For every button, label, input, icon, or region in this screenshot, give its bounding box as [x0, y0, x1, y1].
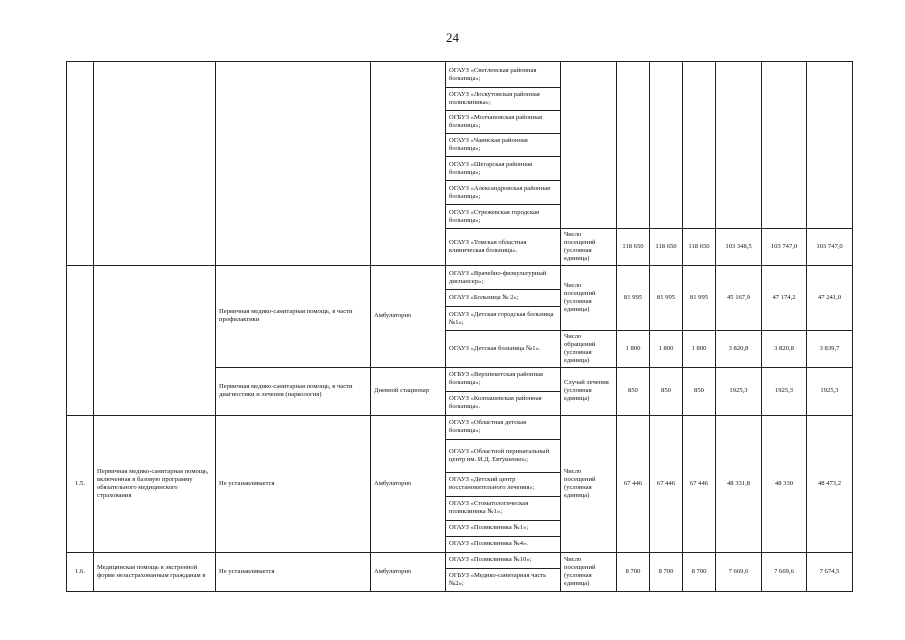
row-number-cell: 1.5.	[67, 415, 94, 552]
value-cell: 67 446	[617, 415, 650, 552]
value-cell: 7 669,6	[762, 552, 807, 591]
value-cell: 1 800	[650, 331, 683, 368]
value-cell: 45 167,9	[716, 266, 762, 331]
organization-cell: ОГАУЗ «Детская городская больница №1»;	[446, 307, 561, 331]
conditions-cell: Амбулаторно	[371, 415, 446, 552]
value-cell: 850	[617, 367, 650, 415]
value-cell: 118 650	[617, 229, 650, 266]
table-row	[67, 415, 853, 439]
organization-cell: ОГАУЗ «Стоматологическая поликлиника №1»;	[446, 496, 561, 520]
unit-cell: Число посещений (условная единица)	[561, 229, 617, 266]
value-cell: 103 747,0	[807, 229, 853, 266]
value-cell: 81 995	[683, 266, 716, 331]
service-name-cell	[94, 266, 216, 416]
table-row	[67, 62, 853, 88]
organization-cell: ОГАУЗ «Областной перинатальный центр им. И.Д. Евтушенко»;	[446, 439, 561, 472]
table-row	[67, 552, 853, 568]
value-cell: 1 800	[617, 331, 650, 368]
value-cell: 118 650	[650, 229, 683, 266]
unit-cell: Случай лечения (условная единица)	[561, 367, 617, 415]
unit-cell: Число посещений (условная единица)	[561, 415, 617, 552]
value-cell: 48 473,2	[807, 415, 853, 552]
value-cell: 1 800	[683, 331, 716, 368]
value-cell: 103 348,5	[716, 229, 762, 266]
service-type-cell: Первичная медико-санитарная помощь, в части диагностики и лечения (наркология)	[216, 367, 371, 415]
value-cell: 1925,3	[807, 367, 853, 415]
table-row	[67, 266, 853, 290]
value-cell: 3 839,7	[807, 331, 853, 368]
conditions-cell: Амбулаторно	[371, 266, 446, 368]
row-number-cell	[67, 266, 94, 416]
value-cell: 67 446	[650, 415, 683, 552]
value-cell: 67 446	[683, 415, 716, 552]
unit-cell	[561, 62, 617, 229]
unit-cell: Число посещений (условная единица)	[561, 552, 617, 591]
value-cell: 118 650	[683, 229, 716, 266]
value-cell: 7 674,5	[807, 552, 853, 591]
organization-cell: ОГБУЗ «Верхнекетская районная больница»;	[446, 367, 561, 391]
value-cell: 850	[683, 367, 716, 415]
organization-cell: ОГАУЗ «Чаинская районная больница»;	[446, 134, 561, 157]
organization-cell: ОГАУЗ «Поликлиника №10»;	[446, 552, 561, 568]
requirements-cell: Не устанавливается	[216, 552, 371, 591]
unit-cell: Число обращений (условная единица)	[561, 331, 617, 368]
organization-cell: ОГАУЗ «Детский центр восстановительного лечения»;	[446, 472, 561, 496]
organization-cell: ОГАУЗ «Томская областная клиническая больница».	[446, 229, 561, 266]
organization-cell: ОГАУЗ «Александровская районная больница»;	[446, 181, 561, 205]
conditions-cell	[371, 62, 446, 266]
organization-cell: ОГАУЗ «Больница № 2»;	[446, 290, 561, 307]
organization-cell: ОГАУЗ «Областная детская больница»;	[446, 415, 561, 439]
value-cell: 81 995	[650, 266, 683, 331]
organization-cell: ОГАУЗ «Лоскутовская районная поликлиника»;	[446, 88, 561, 111]
organization-cell: ОГАУЗ «Поликлиника №1»;	[446, 520, 561, 536]
service-name-cell: Медицинская помощь в экстренной форме незастрахованным гражданам в	[94, 552, 216, 591]
organization-cell: ОГАУЗ «Стрежевская городская больница»;	[446, 205, 561, 229]
service-type-cell: Первичная медико-санитарная помощь, в части профилактики	[216, 266, 371, 368]
value-cell: 3 820,8	[762, 331, 807, 368]
organization-cell: ОГАУЗ «Светленская районная больница»;	[446, 62, 561, 88]
conditions-cell: Амбулаторно	[371, 552, 446, 591]
value-cell: 850	[650, 367, 683, 415]
organization-cell: ОГАУЗ «Колпашевская районная больница».	[446, 391, 561, 415]
service-name-cell	[94, 62, 216, 266]
value-cell: 1925,3	[762, 367, 807, 415]
page-number: 24	[446, 30, 459, 45]
value-cell: 103 747,0	[762, 229, 807, 266]
value-cell: 8 700	[650, 552, 683, 591]
unit-cell: Число посещений (условная единица)	[561, 266, 617, 331]
value-cell: 1925,3	[716, 367, 762, 415]
services-table	[66, 61, 853, 592]
organization-cell: ОГАУЗ «Поликлиника №4».	[446, 536, 561, 552]
value-cell: 7 669,6	[716, 552, 762, 591]
requirements-cell: Не устанавливается	[216, 415, 371, 552]
organization-cell: ОГАУЗ «Детская больница №1».	[446, 331, 561, 368]
value-cell: 47 174,2	[762, 266, 807, 331]
value-cell: 47 241,0	[807, 266, 853, 331]
requirements-cell	[216, 62, 371, 266]
value-cell: 48 330	[762, 415, 807, 552]
value-cell: 8 700	[617, 552, 650, 591]
organization-cell: ОГАУЗ «Шегарская районная больница»;	[446, 157, 561, 181]
conditions-cell: Дневной стационар	[371, 367, 446, 415]
organization-cell: ОГБУЗ «Молчановская районная больница»;	[446, 111, 561, 134]
organization-cell: ОГБУЗ «Медико-санитарная часть №2»;	[446, 568, 561, 591]
value-cell: 81 995	[617, 266, 650, 331]
service-name-cell: Первичная медико-санитарная помощь, включенная в базовую программу обязательного медицинского страхования	[94, 415, 216, 552]
value-cell: 8 700	[683, 552, 716, 591]
row-number-cell	[67, 62, 94, 266]
organization-cell: ОГАУЗ «Врачебно-физкультурный диспансер»;	[446, 266, 561, 290]
value-cell: 3 820,8	[716, 331, 762, 368]
value-cell: 48 331,8	[716, 415, 762, 552]
row-number-cell: 1.6.	[67, 552, 94, 591]
